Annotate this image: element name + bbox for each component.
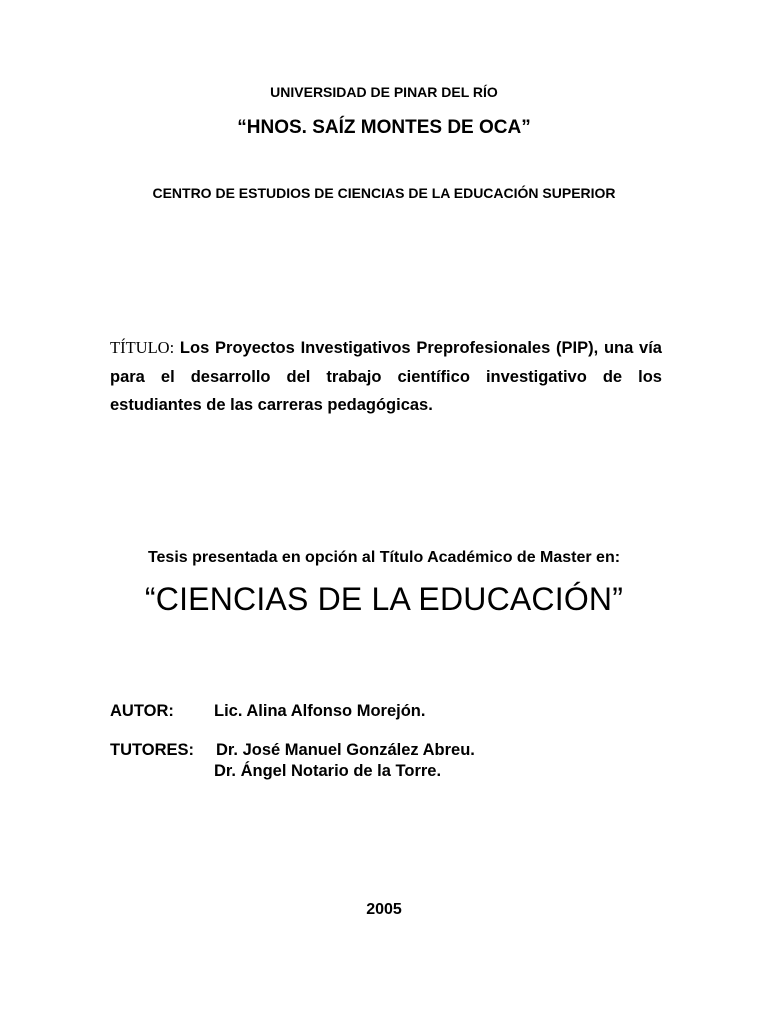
title-label: TÍTULO: (110, 338, 175, 357)
author-row (110, 702, 425, 721)
author-name: Lic. Alina Alfonso Morejón. (214, 702, 426, 720)
tutor-2-row (214, 762, 441, 781)
tutor-2-name: Dr. Ángel Notario de la Torre. (214, 762, 442, 780)
thesis-statement: Tesis presentada en opción al Título Académico de Master en: (147, 549, 621, 566)
author-label: AUTOR: (110, 702, 174, 720)
thesis-title (110, 334, 662, 420)
tutors-label: TUTORES: (110, 741, 195, 759)
degree-name: “CIENCIAS DE LA EDUCACIÓN” (144, 581, 624, 617)
study-center-name: CENTRO DE ESTUDIOS DE CIENCIAS DE LA EDUCACIÓN SUPERIOR (152, 185, 616, 201)
faculty-name: “HNOS. SAÍZ MONTES DE OCA” (237, 117, 531, 138)
title-text: Los Proyectos Investigativos Preprofesionales (PIP), una vía para el desarrollo del trabajo científico investigativo de los estudiantes de las carreras pedagógicas. (110, 339, 662, 414)
year: 2005 (366, 901, 402, 918)
tutor-1-name: Dr. José Manuel González Abreu. (216, 741, 475, 759)
tutors-row (110, 741, 475, 760)
university-name: UNIVERSIDAD DE PINAR DEL RÍO (270, 84, 498, 100)
